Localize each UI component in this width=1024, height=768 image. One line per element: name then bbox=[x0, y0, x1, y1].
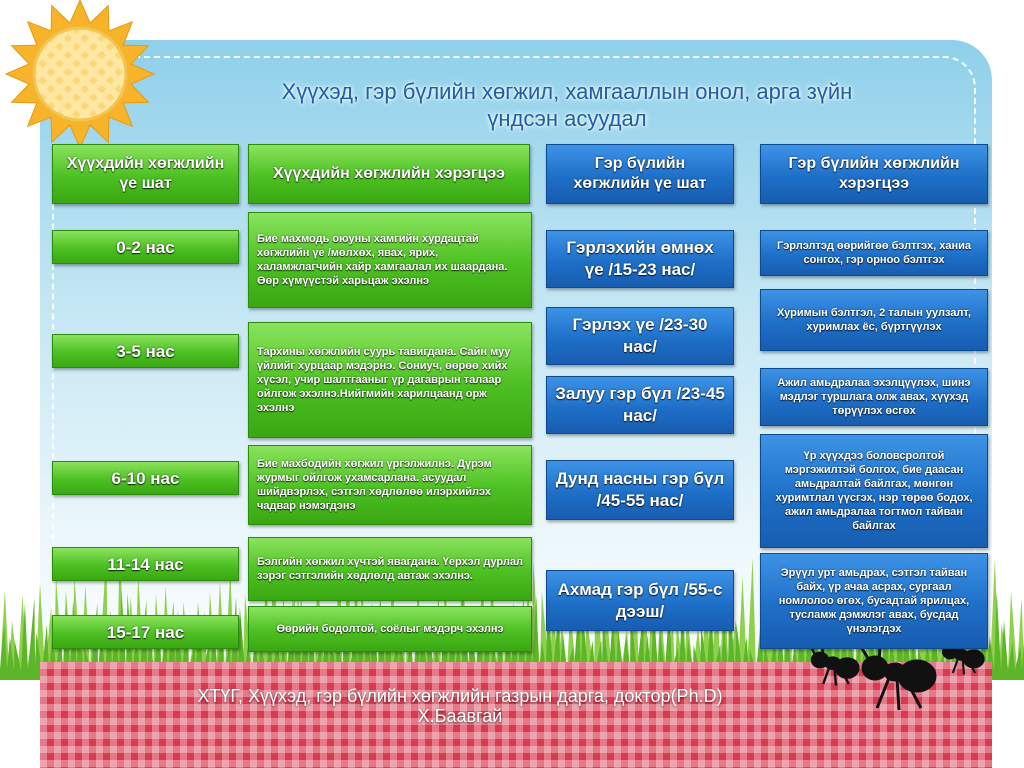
child-stage-item: 0-2 нас bbox=[52, 230, 239, 264]
child-stage-item: 6-10 нас bbox=[52, 461, 239, 495]
family-need-item: Гэрлэлтэд өөрийгөө бэлтгэх, ханиа сонгох, гэр орноо бэлтгэх bbox=[760, 230, 988, 276]
child-need-item: Бие махмодь оюуны хамгийн хурдацтай хөгжлийн үе /мөлхөх, явах, ярих, халамжлагчийн хайр хамгаалал их шаардана. Өөр хүмүүстэй харьцаж эхэлнэ bbox=[248, 212, 532, 308]
header-child-needs: Хүүхдийн хөгжлийн хэрэгцээ bbox=[248, 144, 530, 204]
child-stage-item: 3-5 нас bbox=[52, 334, 239, 368]
slide-title bbox=[190, 78, 944, 132]
family-stage-item: Гэрлэх үе /23-30 нас/ bbox=[546, 307, 734, 365]
title-line-2: үндсэн асуудал bbox=[487, 106, 647, 131]
child-stage-item: 11-14 нас bbox=[52, 547, 239, 581]
family-need-item: Хуримын бэлтгэл, 2 талын уулзалт, хуримлах ёс, бүртгүүлэх bbox=[760, 289, 988, 351]
sun-icon bbox=[0, 0, 170, 160]
family-stage-item: Дунд насны гэр бүл /45-55 нас/ bbox=[546, 460, 734, 520]
family-stage-item: Ахмад гэр бүл /55-с дээш/ bbox=[546, 570, 734, 631]
header-family-stage: Гэр бүлийн хөгжлийн үе шат bbox=[546, 144, 734, 204]
child-need-item: Өөрийн бодолтой, соёлыг мэдэрч эхэлнэ bbox=[248, 606, 532, 652]
title-line-1: Хүүхэд, гэр бүлийн хөгжил, хамгааллын онол, арга зүйн bbox=[281, 79, 853, 104]
header-child-stage: Хүүхдийн хөгжлийн үе шат bbox=[52, 144, 239, 204]
child-need-item: Бэлгийн хөгжил хүчтэй явагдана. Үерхэл дурлал зэрэг сэтгэлийн хөдлөлд автаж эхэлнэ. bbox=[248, 537, 532, 601]
family-need-item: Үр хүүхдээ боловсролтой мэргэжилтэй болгох, бие даасан амьдралтай байлгах, мөнгөн хуримтлал үүсгэх, нэр төрөө бодох, ажил амьдралаа тогтмол тайван байлгах bbox=[760, 434, 988, 548]
slide-footer bbox=[80, 686, 840, 726]
family-stage-item: Залуу гэр бүл /23-45 нас/ bbox=[546, 376, 734, 434]
child-need-item: Тархины хөгжлийн суурь тавигдана. Сайн муу үйлийг хурцаар мэдэрнэ. Сониуч, өөрөө хийх хүсэл, учир шалтгааныг үр дагаврын талаар ойлгож эхэлнэ.Нийгмийн харилцаанд орж эхэлнэ bbox=[248, 322, 532, 438]
footer-author-line: ХТҮГ, Хүүхэд, гэр бүлийн хөгжлийн газрын дарга, доктор(Ph.D) bbox=[197, 686, 723, 706]
family-need-item: Ажил амьдралаа эхэлцүүлэх, шинэ мэдлэг туршлага олж авах, хүүхэд төрүүлэх өсгөх bbox=[760, 368, 988, 426]
header-family-needs: Гэр бүлийн хөгжлийн хэрэгцээ bbox=[760, 144, 988, 204]
footer-author-name: Х.Баавгай bbox=[417, 706, 503, 726]
child-stage-item: 15-17 нас bbox=[52, 615, 239, 649]
family-stage-item: Гэрлэхийн өмнөх үе /15-23 нас/ bbox=[546, 230, 734, 288]
family-need-item: Эрүүл урт амьдрах, сэтгэл тайван байх, үр ачаа асрах, сургаал номлолоо өгөх, бусадтай ярилцах, тусламж дэмжлэг авах, бусдад үнэлэгдэх bbox=[760, 553, 988, 649]
child-need-item: Бие махбодийн хөгжил үргэлжилнэ. Дүрэм журмыг ойлгож ухамсарлана. асуудал шийдвэрлэх, сэтгэл хөдлөлөө илэрхийлэх чадвар нэмэгдэнэ bbox=[248, 445, 532, 525]
